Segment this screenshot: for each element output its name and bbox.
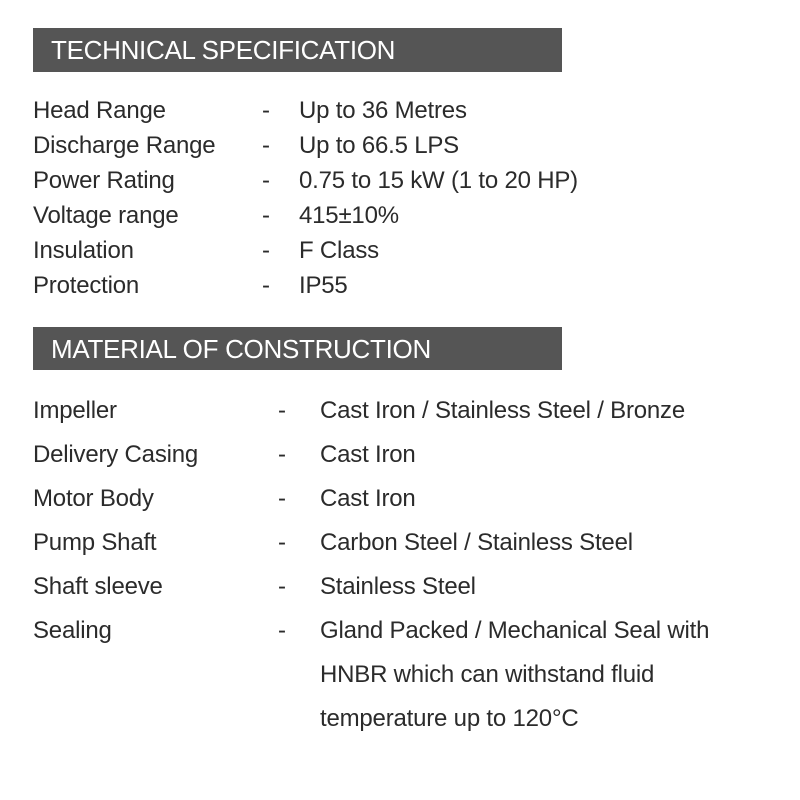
material-value: Carbon Steel / Stainless Steel bbox=[320, 529, 633, 556]
material-label: Impeller bbox=[33, 397, 117, 424]
material-value-line: Gland Packed / Mechanical Seal with bbox=[320, 617, 710, 644]
technical-specification-header: TECHNICAL SPECIFICATION bbox=[33, 28, 562, 72]
spec-label: Voltage range bbox=[33, 202, 179, 229]
spec-label: Protection bbox=[33, 272, 140, 299]
material-separator: - bbox=[278, 397, 286, 424]
spec-label: Power Rating bbox=[33, 167, 175, 194]
spec-label: Head Range bbox=[33, 97, 166, 124]
spec-separator: - bbox=[262, 132, 270, 159]
material-value: Cast Iron / Stainless Steel / Bronze bbox=[320, 397, 685, 424]
material-label: Motor Body bbox=[33, 485, 154, 512]
spec-separator: - bbox=[262, 272, 270, 299]
spec-separator: - bbox=[262, 97, 270, 124]
material-separator: - bbox=[278, 485, 286, 512]
spec-label: Discharge Range bbox=[33, 132, 216, 159]
spec-separator: - bbox=[262, 167, 270, 194]
material-separator: - bbox=[278, 573, 286, 600]
material-label: Shaft sleeve bbox=[33, 573, 163, 600]
material-separator: - bbox=[278, 441, 286, 468]
material-separator: - bbox=[278, 617, 286, 644]
spec-separator: - bbox=[262, 202, 270, 229]
spec-separator: - bbox=[262, 237, 270, 264]
spec-value: Up to 66.5 LPS bbox=[299, 132, 459, 159]
material-value-line: HNBR which can withstand fluid bbox=[320, 661, 655, 688]
material-label: Delivery Casing bbox=[33, 441, 199, 468]
material-value: Stainless Steel bbox=[320, 573, 476, 600]
material-value-multiline bbox=[320, 611, 709, 743]
material-of-construction-header: MATERIAL OF CONSTRUCTION bbox=[33, 327, 562, 370]
spec-value: Up to 36 Metres bbox=[299, 97, 467, 124]
material-label: Sealing bbox=[33, 617, 112, 644]
material-separator: - bbox=[278, 529, 286, 556]
material-value-line: temperature up to 120°C bbox=[320, 705, 579, 732]
spec-value: 0.75 to 15 kW (1 to 20 HP) bbox=[299, 167, 578, 194]
material-value: Cast Iron bbox=[320, 441, 416, 468]
material-label: Pump Shaft bbox=[33, 529, 157, 556]
material-value: Cast Iron bbox=[320, 485, 416, 512]
spec-label: Insulation bbox=[33, 237, 134, 264]
spec-value: F Class bbox=[299, 237, 379, 264]
spec-value: 415±10% bbox=[299, 202, 399, 229]
spec-value: IP55 bbox=[299, 272, 348, 299]
